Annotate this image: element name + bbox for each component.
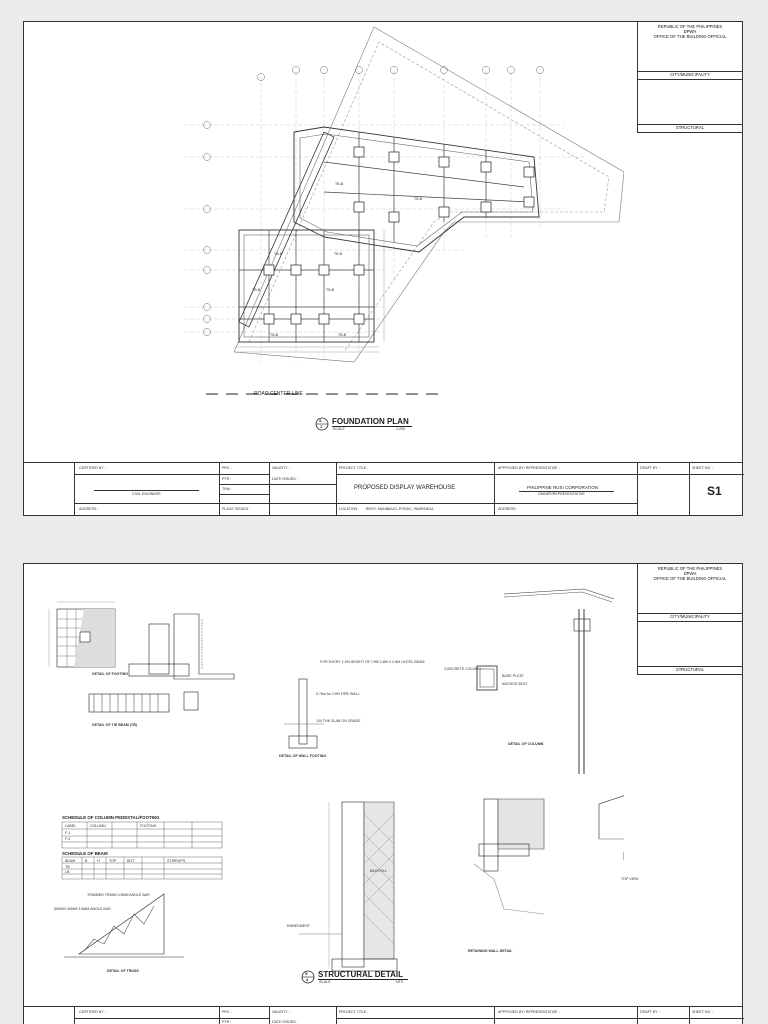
label-backfill: BACKFILL [370, 869, 387, 873]
note-fire-wall: 0.75m for CHB FIRE WALL [316, 692, 360, 696]
tie-beam-tag: TB-B [334, 252, 343, 256]
schedule-col-header: FOOTING [140, 824, 157, 828]
tie-beam-tag: TB-B [338, 333, 347, 337]
address-label: ADDRESS : [79, 507, 99, 511]
detail-title-underline [318, 979, 408, 980]
agency-line: REPUBLIC OF THE PHILIPPINES [657, 24, 723, 29]
schedule-col-header: LABEL [65, 824, 77, 828]
tie-beam-tag: TB-B [335, 182, 344, 186]
schedule-col-header: COLUMN [90, 824, 106, 828]
label-concrete-column: CONCRETE COLUMN [444, 667, 481, 671]
note-truss-2: 50MMX 50MM 3.5MM ANGLE BAR [54, 907, 111, 911]
schedule-beam-header: BOT [127, 859, 135, 863]
label-base-plate: BASE PLATE [502, 674, 524, 678]
schedule-beam-title: SCHEDULE OF BEAM [62, 851, 108, 856]
city-label: CITY/MUNICIPALITY [638, 614, 742, 622]
label-detail-column: DETAIL OF COLUMN [508, 742, 544, 746]
approved-by-label: APPROVED BY/ REPRESENTATIVE : [498, 466, 560, 470]
detail-scale-label: SCALE [319, 980, 331, 984]
label-detail-footing: DETAIL OF FOOTING [92, 672, 129, 676]
drawing-sheet-s1 [23, 21, 743, 516]
prc-label: PRC : [222, 466, 232, 470]
location-label: LOCATION : [339, 507, 360, 511]
agency-line: REPUBLIC OF THE PHILIPPINES [657, 566, 723, 571]
validity-label: VALIDITY : [272, 466, 290, 470]
schedule-col-cell: F-1 [65, 831, 71, 835]
note-truss-1: TRIMMED TRIMM 3.5MM ANGLE BAR [87, 893, 150, 897]
draft-by-label: DRAFT BY : [640, 466, 660, 470]
label-retaining-wall: RETAINING WALL DETAIL [468, 949, 513, 953]
draft-by-label: DRAFT BY : [640, 1010, 660, 1014]
schedule-column-title: SCHEDULE OF COLUMN PEDESTAL/FOOTING [62, 815, 160, 820]
label-anchor-bolt: ANCHOR BOLT [502, 682, 528, 686]
sheet-header [637, 564, 742, 675]
prc-label: PRC : [222, 1010, 232, 1014]
note-lintel-beam: FOR EVERY 1.2M HEIGHT OF CHB 2-8M X 0.8M LINTEL BEAM [320, 660, 425, 664]
tie-beam-tag: TB-B [270, 333, 279, 337]
date-issued-label: DATE ISSUED : [272, 1020, 298, 1024]
owner-name: PHILIPPINE RUSI CORPORATION [527, 485, 599, 490]
label-detail-tie-beam: DETAIL OF TIE BEAM (TB) [92, 723, 137, 727]
label-detail-truss: DETAIL OF TRUSS [107, 969, 139, 973]
label-detail-wall-footing: DETAIL OF WALL FOOTING [279, 754, 327, 758]
road-center-line-label: ROAD CENTER LINE [254, 391, 303, 397]
label-embedment: EMBEDMENT [287, 924, 310, 928]
tie-beam-tag: TB-B [414, 197, 423, 201]
location-value: BRGY. MANIBAUG, PORAC, PAMPANGA [366, 507, 434, 511]
schedule-beam-header: STIRRUPS [167, 859, 186, 863]
schedule-beam-cell: TB [65, 865, 70, 869]
tie-beam-tag: TB-B [252, 288, 261, 292]
sheet-no-label: SHEET NO. : [692, 1010, 714, 1014]
schedule-beam-header: TOP [109, 859, 117, 863]
schedule-beam-header: H [97, 859, 100, 863]
certified-by-label: CERTIFIED BY : [79, 466, 106, 470]
plan-number-top: S [319, 418, 322, 423]
validity-label: VALIDITY : [272, 1010, 290, 1014]
title-block [24, 462, 742, 515]
agency-line: OFFICE OF THE BUILDING OFFICIAL [653, 34, 727, 39]
civil-engineer-label: CIVIL ENGINEER [132, 492, 161, 496]
plan-number-bottom: 1 [320, 424, 323, 429]
schedule-beam-header: BEAM [65, 859, 76, 863]
schedule-beam-header: B [85, 859, 88, 863]
plan-scale-value: 1:200 [396, 427, 405, 431]
owner-role: OWNER/REPRESENTATIVE [538, 492, 585, 496]
ptr-label: PTR : [222, 477, 232, 481]
drawing-sheet-s3 [23, 563, 743, 1024]
tie-beam-tag: TB-B [326, 288, 335, 292]
approved-by-label: APPROVED BY/ REPRESENTATIVE : [498, 1010, 560, 1014]
structural-details-drawing [24, 564, 624, 1004]
sheet-number: S1 [707, 484, 722, 498]
discipline-label: STRUCTURAL [638, 125, 742, 133]
detail-number-bottom: 3 [306, 977, 309, 982]
agency-line: DPWH [683, 29, 697, 34]
tin-label: TIN# : [222, 487, 232, 491]
project-title: PROPOSED DISPLAY WAREHOUSE [354, 485, 456, 491]
ptr-label: PTR : [222, 1020, 232, 1024]
detail-title: STRUCTURAL DETAIL [318, 970, 404, 979]
address-label: ADDRESS : [498, 507, 518, 511]
sheet-no-label: SHEET NO. : [692, 466, 714, 470]
detail-scale-value: NTS [396, 980, 404, 984]
tie-beam-tag: TB-B [274, 252, 283, 256]
city-label: CITY/MUNICIPALITY [638, 72, 742, 80]
plan-scale-label: SCALE [333, 427, 345, 431]
schedule-beam-cell: LB [65, 870, 70, 874]
plan-title: FOUNDATION PLAN [332, 417, 409, 426]
project-title-label: PROJECT TITLE : [339, 1010, 369, 1014]
schedule-col-cell: F-2 [65, 837, 71, 841]
agency-line: DPWH [683, 571, 697, 576]
place-issued-label: PLACE ISSUED : [222, 507, 251, 511]
sheet-header [637, 22, 742, 133]
detail-number-top: S [305, 971, 308, 976]
note-slab-on-grade: 100 THK SLAB ON GRADE [316, 719, 361, 723]
certified-by-label: CERTIFIED BY : [79, 1010, 106, 1014]
title-block [24, 1006, 742, 1024]
date-issued-label: DATE ISSUED : [272, 477, 298, 481]
discipline-label: STRUCTURAL [638, 667, 742, 675]
agency-line: OFFICE OF THE BUILDING OFFICIAL [653, 576, 727, 581]
foundation-plan-drawing [24, 22, 624, 442]
project-title-label: PROJECT TITLE : [339, 466, 369, 470]
label-top-view: TOP VIEW [621, 877, 639, 881]
